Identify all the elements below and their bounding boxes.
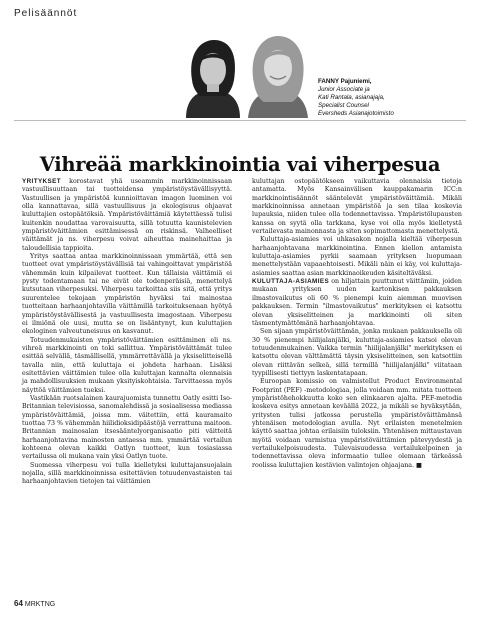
- magazine-name: MRKTNG: [24, 601, 56, 608]
- lead-in: KULUTTAJA-ASIAMIES: [252, 278, 330, 286]
- section-label: Pelisäännöt: [14, 8, 78, 19]
- article-column-right: [252, 178, 462, 470]
- caption-line: Eversheds Asianajotoimisto: [318, 110, 394, 117]
- article-column-left: [22, 178, 232, 487]
- lead-in: YRITYKSET: [22, 178, 61, 185]
- caption-line: Junior Associate ja: [318, 86, 370, 93]
- article-paragraph: Euroopan komissio on valmistellut Product Environmental Footprint (PEF) -metodologiaa, jolla voidaan mm. mitata tuotteen ympäristöhehokkuutta koko sen elinkaaren ajalta. PEF-metodia koskeva esitys annetaan keväällä 2022, ja mikäli se hyväksytään, yritysten tulisi jatkossa perustella ympäristöväittämänsä yhtenäisen metodologian avulla. Nyt erilaisten menetelmien käyttö saattaa johtaa erilaisiin tuloksiin. Yhtenäisen mittaustavan myötä voidaan varmistua ympäristöväittämien pätevyydestä ja vertailukelpoisuudesta. Tulevaisuudessa vertailukelpoinen ja todennettavissa oleva informaatio tullee olemaan tärkeässä roolissa kuluttajien kestävien valintojen ohjaajana. ■: [252, 378, 462, 469]
- article-paragraph: Sen sijaan ympäristöväittämän, jonka mukaan pakkauksella oli 30 % pienempi hiilijalanjälki, kuluttaja-asiamies katsoi olevan totuudenmukainen. Vaikka termin "hiilijalanjälki" merkityksen ei katsottu olevan välttämättä täysin yksiselitteinen, sen katsottiin olevan riittävän selkeä, sillä termillä "hiilijalanjälki" viitataan tyypillisesti tiettyyn laskentatapaan.: [252, 328, 462, 377]
- article-headline: Vihreää markkinointia vai viherpesua: [39, 153, 441, 177]
- author-caption: [318, 78, 468, 118]
- portrait-image: [242, 30, 314, 118]
- article-paragraph: [252, 278, 462, 328]
- article-paragraph: Totuudenmukaisten ympäristöväittämien esittäminen eli ns. vihreä markkinointi on toki sallittua. Ympäristöväittämät tulee esittää selvällä, täsmällisellä, ymmärrettävällä ja yksiselitteisellä tavalla niin, että kuluttaja ei johdeta harhaan. Lisäksi esitettävien väittämien tulee olla kuluttajan kannalta olennaisia ja mahdollisuuksien mukaan yksityiskohtaisia. Tarvittaessa myös näyttöä väittämien tueksi.: [22, 336, 232, 394]
- caption-line: Kati Rantala, asianajaja,: [318, 94, 385, 101]
- paragraph-text: korostavat yhä useammin markkinoinnissaan vastuullisuuttaan tai tuotteidensa ympäristöystävällisyyttä. Vastuullisen ja ympäristöä kunnioittavan imagon luominen voi olla kannattavaa, sillä vastuullisuus ja ekologisuus ohjaavat kuluttajien ostopäätöksiä. Ympäristöväittämiä käytettäessä tulisi kuitenkin noudattaa varovaisuutta, sillä totuutta kaunistelevien ympäristöväittämien esittämisessä on riskinsä. Valheelliset väittämät ja ns. viherpesu voivat aiheuttaa mainehaittaa ja taloudellisia tappioita.: [22, 178, 232, 252]
- article-paragraph: Suomessa viherpesu voi tulla kielletyksi kuluttajansuojalain nojalla, sillä markkinoinnissa esitettävien totuudenvastaisten tai harhaanjohtavien tietojen tai väittämien: [22, 461, 232, 486]
- caption-line: Specialist Counsel: [318, 102, 369, 109]
- portrait-kati-rantala: [242, 30, 314, 118]
- portrait-fanny-pajuniemi: [176, 34, 250, 118]
- page-footer: [14, 599, 55, 608]
- article-paragraph: Kuluttaja-asiamies voi uhkasakon nojalla kieltää viherpesun harhaanjohtavana markkinointina. Ennen kiellon antamista kuluttaja-asiamies pyrkii saamaan yrityksen luopumaan menettelystään vapaaehtoisesti. Mikäli näin ei käy, voi kuluttaja-asiamies saattaa asian markkinaoikeuden käsiteltäväksi.: [252, 236, 462, 277]
- page-number: 64: [14, 599, 23, 608]
- article-paragraph: Vastikään ruotsalainen kaurajuomista tunnettu Oatly esitti Iso-Britannian televisiossa, sanomalehdissä ja sosiaalisessa mediassa ympäristöväittämiä, joissa mm. väitettiin, että kauramaito tuottaa 73 % vähemmän hiilidioksidipäästöjä verrattuna maitoon. Britannian mainosalan itsesääntelyorganisaatio piti väitteitä harhaanjohtavina mainosten antaessa mm. ymmärtää vertailun kohteena olevan kaikki Oatlyn tuotteet, kun tosiasiassa vertailussa oli mukana vain yksi Oatlyn tuote.: [22, 394, 232, 461]
- portrait-image: [176, 34, 250, 118]
- caption-names: FANNY Pajuniemi,: [318, 78, 372, 85]
- article-paragraph: Yritys saattaa antaa markkinoinnissaan ymmärtää, että sen tuotteet ovat ympäristöystävällisiä tai vahingoittavat ympäristöä vähemmän kuin kilpailevat tuotteet. Kun tällaisia väittämiä ei pysty todentamaan tai ne eivät ole todenperäisiä, menettelyä kutsutaan viherpesuksi. Viherpesu tarkoittaa siis sitä, että yritys suurentelee tekojaan ympäristön hyväksi tai mainostaa tuotteitaan harhaanjohtavilla väittämillä tarkoituksenaan hyötyä ympäristöystävällisestä ja vastuullisesta imagostaan. Viherpesu ei ilmiönä ole uusi, mutta se on lisääntynyt, kun kuluttajien ekologinen valveutuneisuus on kasvanut.: [22, 253, 232, 336]
- divider: [14, 120, 466, 121]
- paragraph-text: on hiljattain puuttunut väittämiin, joiden mukaan yrityksen uuden kartonkisen pakkauksen ilmastovaikutus oli 60 % pienempi kuin aiemman muovisen pakkauksen. Termin "ilmastovaikutus" merkityksen ei katsottu olevan yksiselitteinen ja markkinointi oli siten täsmentymättömänä harhaanjohtavaa.: [252, 278, 462, 327]
- article-paragraph: kuluttajan ostopäätökseen vaikuttavia olennaisia tietoja antamatta. Myös Kansainvälisen kauppakamarin ICC:n markkinointisäännöt sääntelevät ympäristöväittämiä. Mikäli markkinoinnissa annetaan ympäristöä ja sen tilaa koskevia lupauksia, niiden tulee olla todennettavissa. Ympäristölupausten kanssa on syytä olla tarkkana, kyse voi olla myös kielletystä vertailevasta mainonnasta ja siten sopimattomasta menettelystä.: [252, 178, 462, 236]
- article-paragraph: [22, 178, 232, 253]
